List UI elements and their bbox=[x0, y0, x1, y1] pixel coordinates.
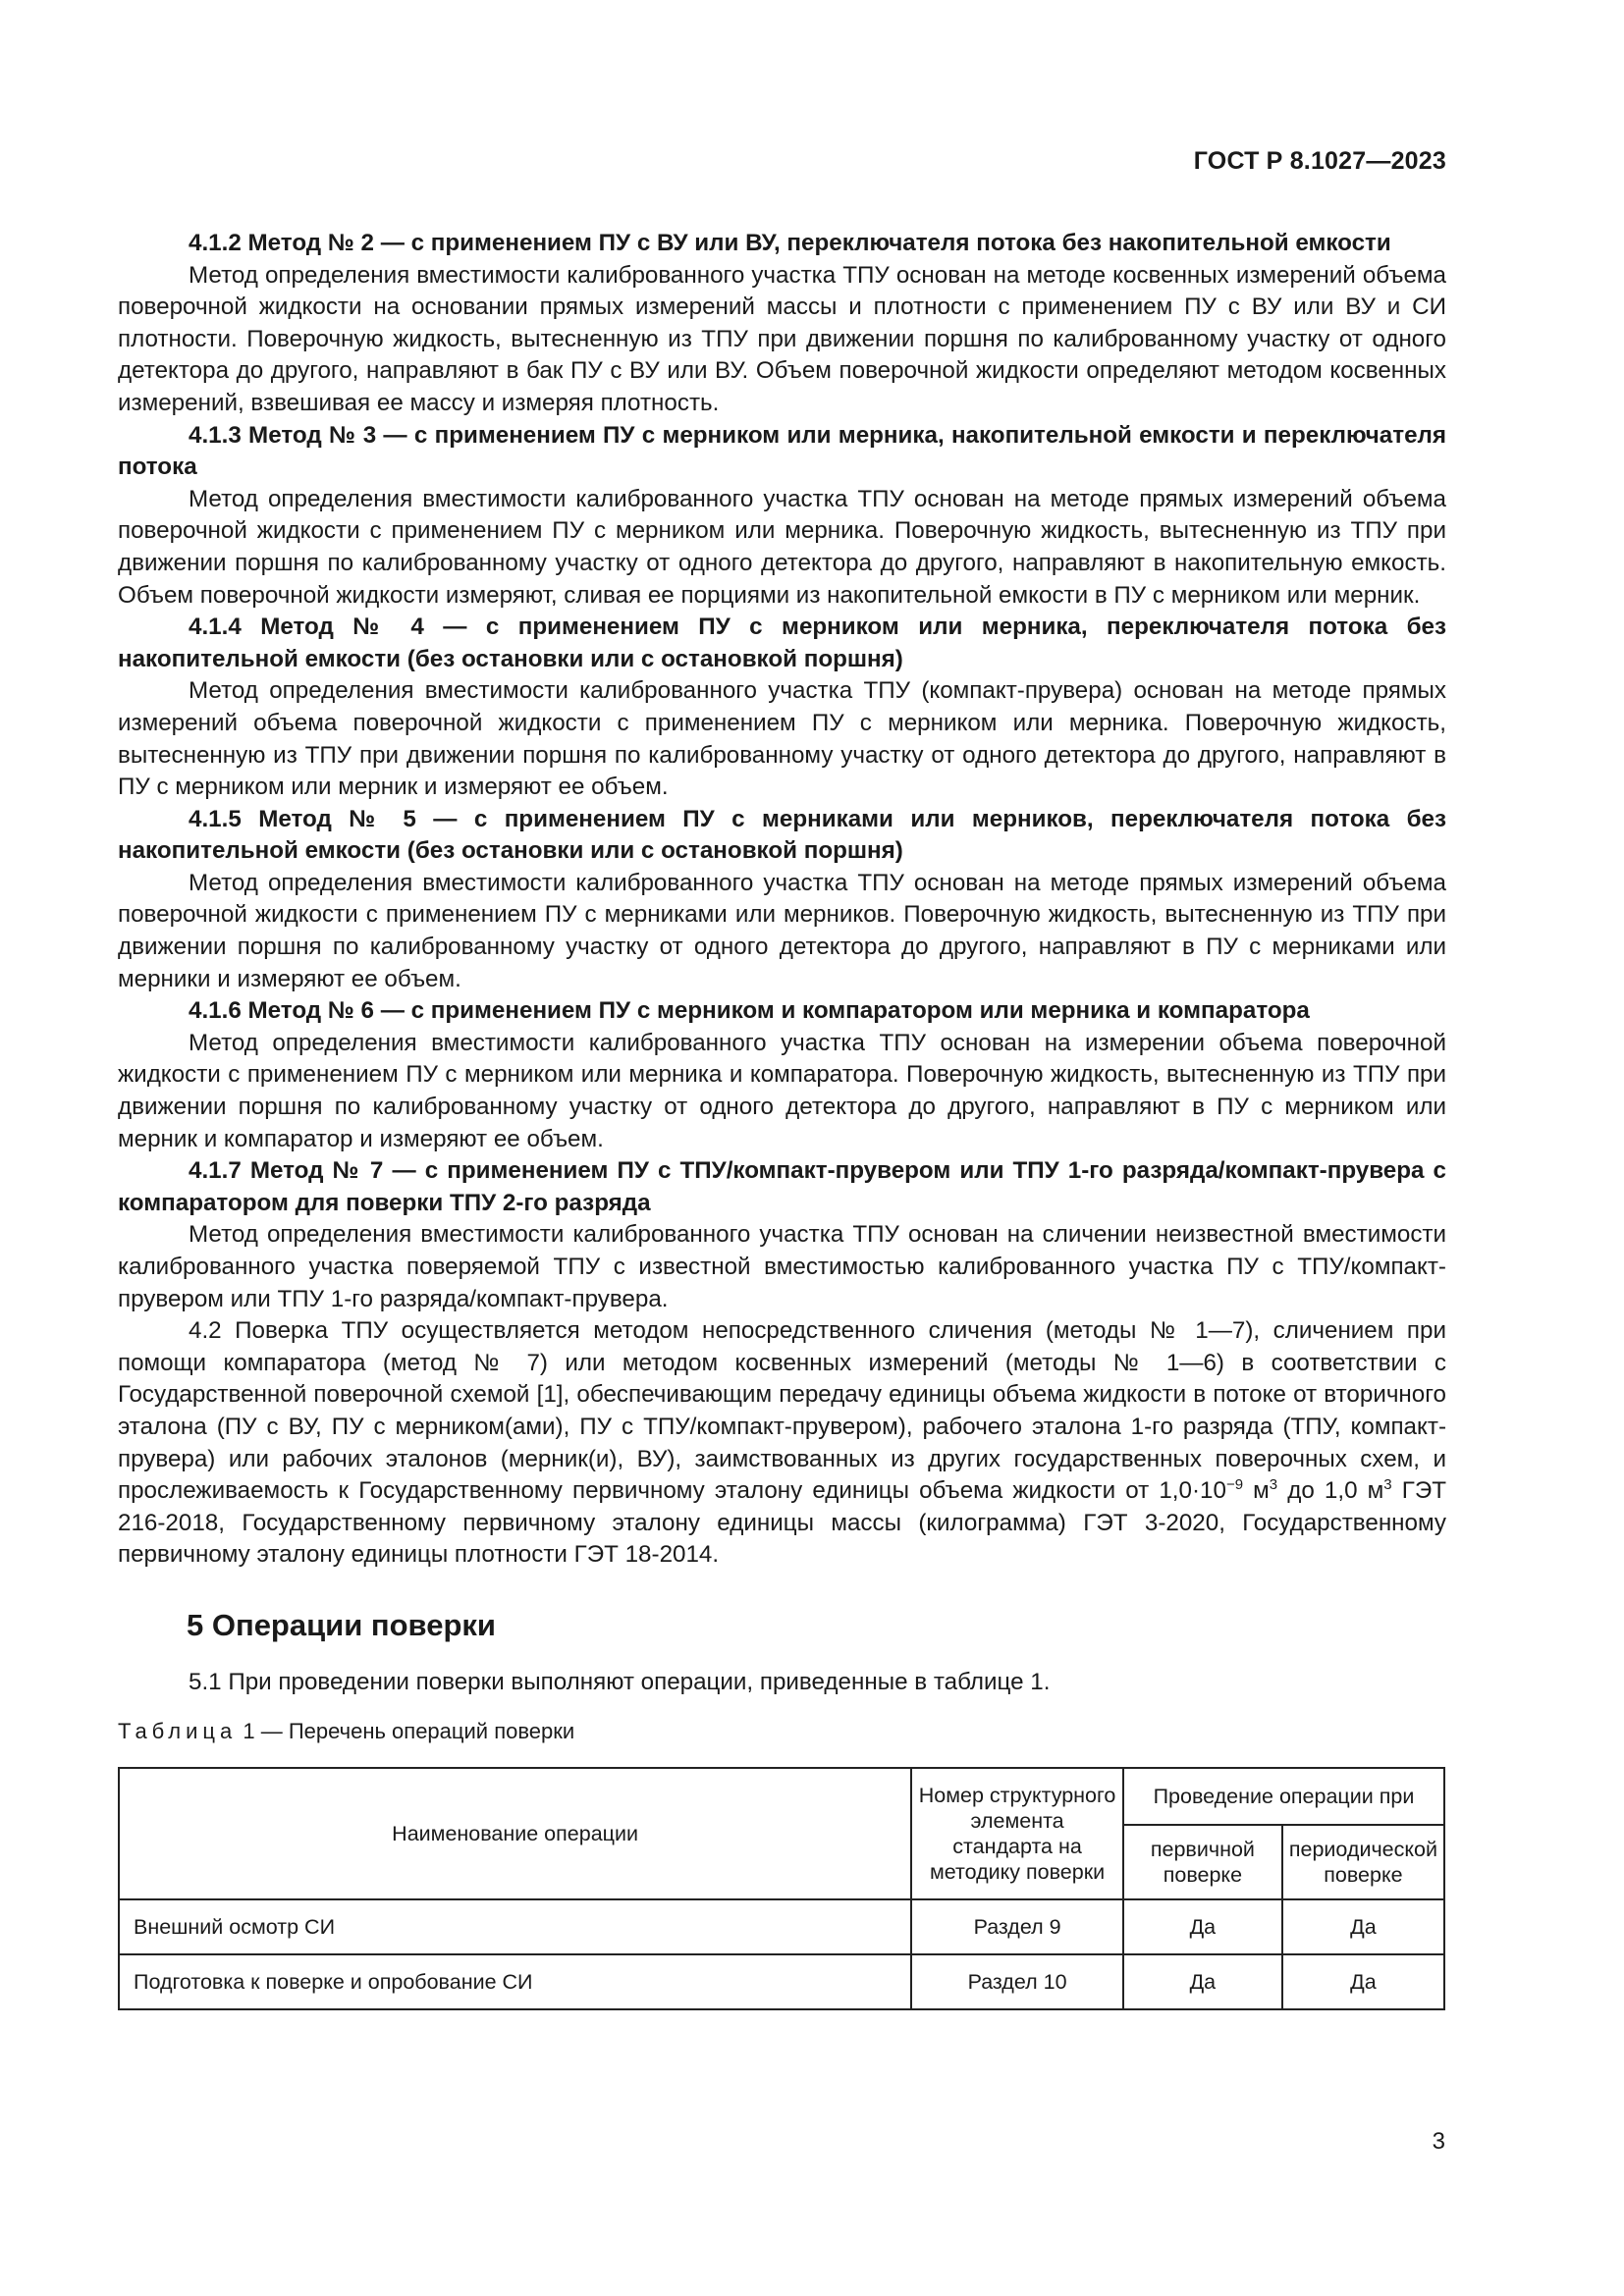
table-row bbox=[119, 1954, 1444, 2009]
operations-table bbox=[118, 1767, 1445, 2010]
method-6-heading: 4.1.6 Метод № 6 — с применением ПУ с мерником и компаратором или мерника и компаратора bbox=[189, 997, 1310, 1025]
primary-cell: Да bbox=[1123, 1954, 1282, 2009]
header-conduct: Проведение операции при bbox=[1123, 1768, 1444, 1825]
section-5-title: 5 Операции поверки bbox=[187, 1607, 496, 1642]
method-6-text: Метод определения вместимости калиброванного участка ТПУ основан на измерении объема поверочной жидкости с применением ПУ с мерником или мерника и компаратора. Поверочную жидкость, вытесненную из ТПУ при движении поршня по калиброванному участку от одного детектора до другого, направляют в ПУ с мерником или мерник и компаратор и измеряют ее объем. bbox=[118, 1029, 1446, 1152]
primary-cell: Да bbox=[1123, 1899, 1282, 1954]
header-primary: первичной поверке bbox=[1123, 1825, 1282, 1899]
method-5-text: Метод определения вместимости калиброванного участка ТПУ основан на методе прямых измерений объема поверочной жидкости с применением ПУ с мерниками или мерников. Поверочную жидкость, вытесненную из ТПУ при движении поршня по калиброванному участку от одного детектора до другого, направляют в ПУ с мерниками или мерники и измеряют ее объем. bbox=[118, 869, 1446, 992]
element-number-cell: Раздел 9 bbox=[911, 1899, 1123, 1954]
method-2-text: Метод определения вместимости калиброванного участка ТПУ основан на методе косвенных измерений объема поверочной жидкости на основании прямых измерений массы и плотности с применением ПУ с ВУ или ВУ и СИ плотности. Поверочную жидкость, вытесненную из ТПУ при движении поршня по калиброванному участку от одного детектора до другого, направляют в бак ПУ с ВУ или ВУ. Объем поверочной жидкости определяют методом косвенных измерений, взвешивая ее массу и измеряя плотность. bbox=[118, 261, 1446, 416]
periodic-cell: Да bbox=[1282, 1954, 1444, 2009]
method-2-heading: 4.1.2 Метод № 2 — с применением ПУ с ВУ или ВУ, переключателя потока без накопительной емкости bbox=[189, 230, 1391, 256]
method-3-heading: 4.1.3 Метод № 3 — с применением ПУ с мерником или мерника, накопительной емкости и переключателя потока bbox=[118, 421, 1446, 481]
header-periodic: периодической поверке bbox=[1282, 1825, 1444, 1899]
operation-name-cell: Подготовка к поверке и опробование СИ bbox=[119, 1954, 911, 2009]
section-5-intro: 5.1 При проведении поверки выполняют операции, приведенные в таблице 1. bbox=[189, 1668, 1051, 1695]
table-row bbox=[119, 1899, 1444, 1954]
method-3-text: Метод определения вместимости калиброванного участка ТПУ основан на методе прямых измерений объема поверочной жидкости с применением ПУ с мерником или мерника. Поверочную жидкость, вытесненную из ТПУ при движении поршня по калиброванному участку от одного детектора до другого, направляют в накопительную емкость. Объем поверочной жидкости измеряют, сливая ее порциями из накопительной емкости в ПУ с мерником или мерник. bbox=[118, 485, 1446, 609]
header-element-number: Номер структурного элемента стандарта на методику поверки bbox=[911, 1768, 1123, 1899]
page-number: 3 bbox=[1432, 2128, 1445, 2155]
method-4-heading: 4.1.4 Метод № 4 — с применением ПУ с мерником или мерника, переключателя потока без накопительной емкости (без остановки или с остановкой поршня) bbox=[118, 614, 1446, 672]
method-5-heading: 4.1.5 Метод № 5 — с применением ПУ с мерниками или мерников, переключателя потока без накопительной емкости (без остановки или с остановкой поршня) bbox=[118, 805, 1446, 865]
clause-4-2-paragraph: 4.2 Поверка ТПУ осуществляется методом непосредственного сличения (методы № 1—7), сличением при помощи компаратора (метод № 7) или методом косвенных измерений (методы № 1—6) в соответствии с Государственной поверочной схемой [1], обеспечивающим передачу единицы объема жидкости в потоке от вторичного эталона (ПУ с ВУ, ПУ с мерником(ами), ПУ с ТПУ/компакт-прувером), рабочего эталона 1-го разряда (ТПУ, компакт-прувера) или рабочих эталонов (мерник(и), ВУ), заимствованных из других государственных поверочных схем, и прослеживаемость к Государственному первичному эталону единицы объема жидкости от $1,0\cdot 10^{-9}$ $м^3$ до 1,0 $м^3$ ГЭТ 216-2018, Государственному первичному эталону единицы массы (килограмма) ГЭТ 3-2020, Государственному первичному эталону единицы плотности ГЭТ 18-2014. bbox=[118, 1317, 1446, 1569]
document-standard-id: ГОСТ Р 8.1027—2023 bbox=[1193, 147, 1446, 175]
operation-name-cell: Внешний осмотр СИ bbox=[119, 1899, 911, 1954]
method-7-text: Метод определения вместимости калиброванного участка ТПУ основан на сличении неизвестной вместимости калиброванного участка поверяемой ТПУ с известной вместимостью калиброванного участка ПУ с ТПУ/компакт-прувером или ТПУ 1-го разряда/компакт-прувера. bbox=[118, 1221, 1446, 1312]
document-body bbox=[118, 228, 1446, 2010]
element-number-cell: Раздел 10 bbox=[911, 1954, 1123, 2009]
method-7-heading: 4.1.7 Метод № 7 — с применением ПУ с ТПУ/компакт-прувером или ТПУ 1-го разряда/компакт-прувера с компаратором для поверки ТПУ 2-го разряда bbox=[118, 1157, 1446, 1216]
periodic-cell: Да bbox=[1282, 1899, 1444, 1954]
table-caption: Таблица 1 — Перечень операций поверки bbox=[118, 1718, 575, 1743]
header-operation-name: Наименование операции bbox=[119, 1768, 911, 1899]
method-4-text: Метод определения вместимости калиброванного участка ТПУ (компакт-прувера) основан на методе прямых измерений объема поверочной жидкости с применением ПУ с мерником или мерника. Поверочную жидкость, вытесненную из ТПУ при движении поршня по калиброванному участку от одного детектора до другого, направляют в ПУ с мерником или мерник и измеряют ее объем. bbox=[118, 677, 1446, 801]
